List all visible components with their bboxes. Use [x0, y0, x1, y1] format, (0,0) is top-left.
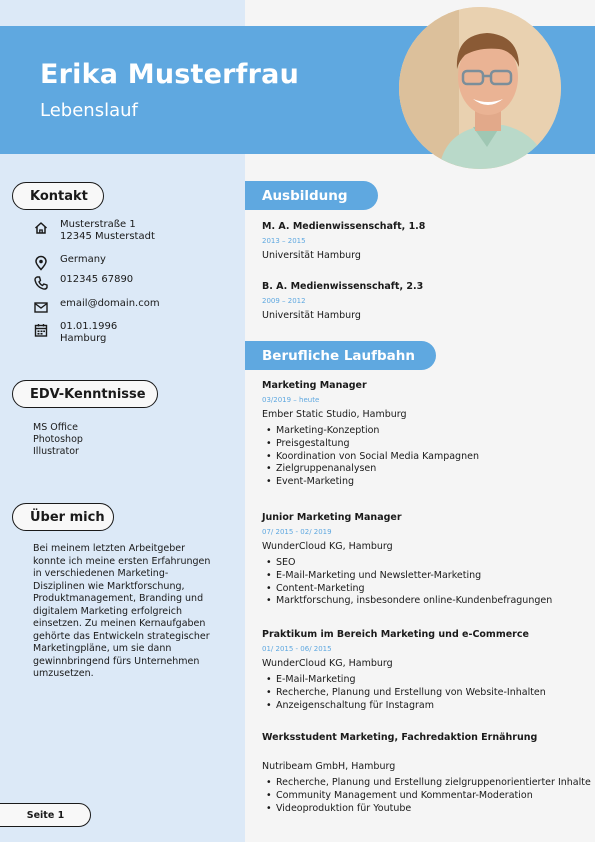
entry-title: B. A. Medienwissenschaft, 2.3	[262, 281, 424, 292]
career-entry	[262, 629, 587, 712]
home-icon	[33, 220, 49, 236]
task-item: • Videoproduktion für Youtube	[276, 803, 587, 816]
contact-heading: Kontakt	[12, 182, 104, 210]
task-item: • Recherche, Planung und Erstellung zielgruppenorientierter Inhalte	[276, 777, 587, 790]
task-list	[262, 777, 591, 815]
task-item: • E-Mail-Marketing	[276, 674, 587, 687]
entry-place: WunderCloud KG, Hamburg	[262, 658, 393, 669]
entry-place: Nutribeam GmbH, Hamburg	[262, 761, 396, 772]
birth-place: Hamburg	[60, 332, 107, 344]
task-item: • Zielgruppenanalysen	[276, 463, 587, 476]
task-item: • Community Management und Kommentar-Moderation	[276, 790, 587, 803]
entry-date	[262, 747, 587, 757]
education-entry	[262, 281, 587, 322]
task-item: • Marketing-Konzeption	[276, 425, 587, 438]
task-item: • SEO	[276, 557, 587, 570]
edv-item: MS Office	[33, 422, 78, 433]
career-entry	[262, 732, 591, 815]
entry-title: Marketing Manager	[262, 380, 367, 391]
entry-date: 07/ 2015 - 02/ 2019	[262, 528, 332, 536]
career-heading: Berufliche Laufbahn	[245, 341, 436, 370]
document-subtitle: Lebenslauf	[40, 100, 138, 121]
calendar-icon	[33, 322, 49, 338]
entry-title: M. A. Medienwissenschaft, 1.8	[262, 221, 426, 232]
edv-heading: EDV-Kenntnisse	[12, 380, 158, 408]
task-item: • Koordination von Social Media Kampagnen	[276, 451, 587, 464]
about-text: Bei meinem letzten Arbeitgeber konnte ich meine ersten Erfahrungen in verschiedenen Marketing-Disziplinen wie Marktforschung, Produktmanagement, Branding und digitalem Marketing erfolgreich einsetzen. Zu meinen Kernaufgaben gehörte das Entwickeln strategischer Marketingpläne, um sie dann gewinnbringend fürs Unternehmen umzusetzen.	[33, 543, 211, 679]
contact-email	[33, 298, 160, 315]
about-heading: Über mich	[12, 503, 114, 531]
edv-item: Photoshop	[33, 434, 83, 445]
entry-place: Universität Hamburg	[262, 310, 361, 321]
contact-country	[33, 254, 106, 271]
entry-date: 2013 – 2015	[262, 237, 306, 245]
task-item: • Recherche, Planung und Erstellung von Website-Inhalten	[276, 687, 587, 700]
contact-phone	[33, 274, 133, 291]
task-item: • Event-Marketing	[276, 476, 587, 489]
entry-place: WunderCloud KG, Hamburg	[262, 541, 393, 552]
entry-place: Ember Static Studio, Hamburg	[262, 409, 407, 420]
person-name: Erika Musterfrau	[40, 59, 299, 90]
location-pin-icon	[33, 255, 49, 271]
task-item: • Content-Marketing	[276, 583, 587, 596]
mail-icon	[33, 299, 49, 315]
task-item: • E-Mail-Marketing und Newsletter-Marketing	[276, 570, 587, 583]
career-entry	[262, 380, 587, 489]
education-heading: Ausbildung	[245, 181, 378, 210]
birth-date: 01.01.1996	[60, 321, 118, 332]
entry-date: 2009 – 2012	[262, 297, 306, 305]
entry-title: Werksstudent Marketing, Fachredaktion Ernährung	[262, 732, 538, 743]
entry-date: 01/ 2015 - 06/ 2015	[262, 645, 332, 653]
email-address: email@domain.com	[60, 298, 160, 309]
page-number: Seite 1	[0, 803, 91, 827]
career-entry	[262, 512, 587, 608]
contact-address	[33, 219, 155, 242]
edv-item: Illustrator	[33, 446, 79, 457]
entry-place: Universität Hamburg	[262, 250, 361, 261]
country: Germany	[60, 254, 106, 265]
edv-list	[33, 422, 83, 458]
task-item: • Anzeigenschaltung für Instagram	[276, 700, 587, 713]
task-list	[262, 557, 587, 608]
phone-number: 012345 67890	[60, 274, 134, 285]
phone-icon	[33, 275, 49, 291]
address-line1: Musterstraße 1	[60, 219, 136, 230]
entry-title: Junior Marketing Manager	[262, 512, 402, 523]
profile-photo	[399, 7, 561, 169]
task-item: • Marktforschung, insbesondere online-Kundenbefragungen	[276, 595, 587, 608]
task-item: • Preisgestaltung	[276, 438, 587, 451]
task-list	[262, 674, 587, 712]
entry-date: 03/2019 – heute	[262, 396, 320, 404]
entry-title: Praktikum im Bereich Marketing und e-Commerce	[262, 629, 529, 640]
address-line2: 12345 Musterstadt	[60, 230, 155, 242]
task-list	[262, 425, 587, 489]
contact-birth	[33, 321, 117, 344]
education-entry	[262, 221, 587, 262]
